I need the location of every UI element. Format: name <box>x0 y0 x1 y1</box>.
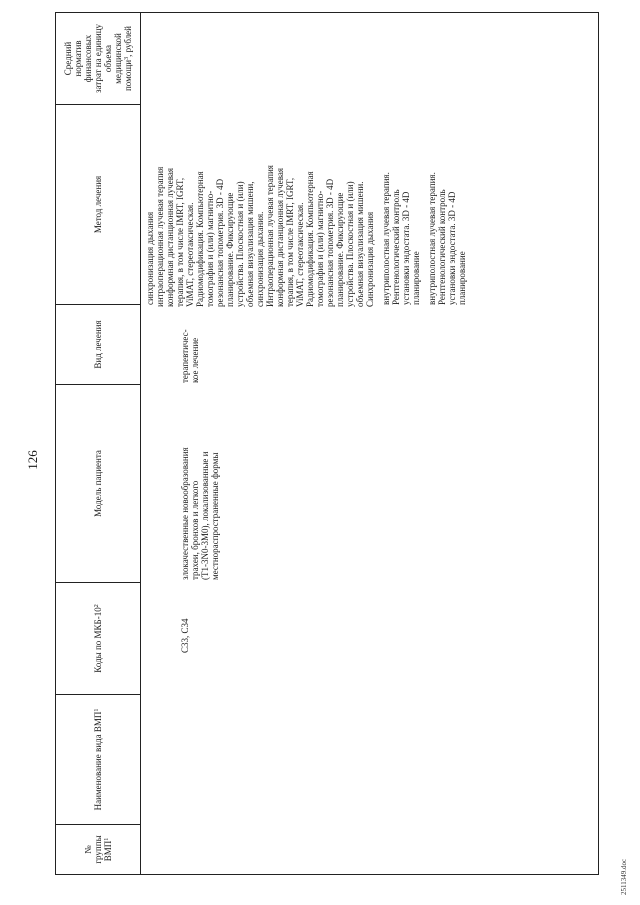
header-treatment-type: Вид лечения <box>93 320 103 369</box>
cell-method-continuation: синхронизация дыхания <box>145 211 155 305</box>
cell-method-main: интраоперационная лучевая терапия конформная дистанционная лучевая терапия, в том числе IMRT, IGRT, ViMAT, стереотаксическая. Радиомодификация. Компьютерная томография и (или) магнитно- резонансная топометрия. 3D - 4D планирование. Фиксирующие устройства. Плоскостная и (или) объемная визуализация мишени, синхронизация дыхания. Интраоперационная лучевая терапия конформная дистанционная лучевая терапия, в том числе IMRT, IGRT, ViMAT, стереотаксическая. Радиомодификация. Компьютерная томография и (или) магнитно- резонансная топометрия. 3D - 4D планирование. Фиксирующие устройства. Плоскостная и (или) объемная визуализация мишени. Синхронизация дыхания <box>155 165 375 307</box>
cell-patient-model: злокачественные новообразования трахеи, бронхов и легкого (T1-3N0-3M0), локализованные и местнораспространенные формы <box>180 447 220 580</box>
col-border-left <box>55 874 598 875</box>
table-bottom-border <box>598 12 599 875</box>
header-treatment-method: Метод лечения <box>93 175 103 234</box>
table-header-divider <box>140 12 141 875</box>
header-vmp-name: Наименование вида ВМП$^1$ <box>93 708 103 811</box>
cell-treatment-type: терапевтичес- кое лечение <box>180 329 200 383</box>
cell-icd-codes: C33, C34 <box>180 618 190 653</box>
header-average-cost: Средний норматив финансовых затрат на единицу объема медицинской помощи$^3$, рублей <box>63 23 133 94</box>
header-icd-codes: Коды по МКБ-$10^2$ <box>93 604 103 673</box>
footer-filename: 2511349.doc <box>620 858 628 895</box>
cell-method-intracavitary-1: внутриполостная лучевая терапия. Рентгенологический контроль установки эндостата. 3D - 4D планирование <box>381 172 421 305</box>
cell-method-intracavitary-2: внутриполостная лучевая терапия. Рентгенологический контроль установки эндостата. 3D - 4D планирование <box>427 172 467 305</box>
header-group-number: № группы ВМП$^1$ <box>83 835 113 864</box>
header-patient-model: Модель пациента <box>93 450 103 517</box>
page-number: 126 <box>25 450 40 470</box>
